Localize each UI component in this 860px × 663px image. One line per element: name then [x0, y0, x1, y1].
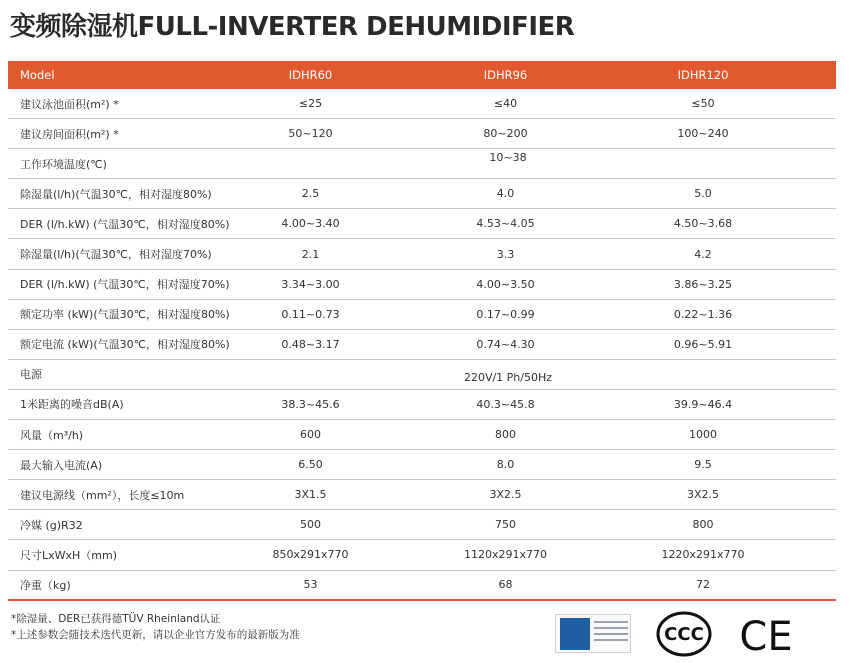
row-label: 冷媒 (g)R32 — [20, 518, 83, 532]
row-value: 39.9~46.4 — [673, 397, 733, 411]
table-row — [8, 239, 836, 269]
row-value: 68 — [498, 578, 513, 592]
table-row — [8, 390, 836, 420]
row-value: 1120x291x770 — [463, 548, 547, 562]
header-idhr120: IDHR120 — [677, 68, 729, 82]
row-value: 80~200 — [483, 127, 528, 141]
row-value: ≤25 — [298, 97, 323, 111]
svg-text:CCC: CCC — [664, 624, 704, 645]
row-value: 9.5 — [694, 458, 712, 472]
table-row — [8, 510, 836, 540]
header-model: Model — [20, 68, 55, 82]
footnote-disclaimer: *上述参数会随技术迭代更新，请以企业官方发布的最新版为准 — [11, 629, 300, 641]
row-value: 38.3~45.6 — [281, 397, 340, 411]
table-row — [8, 540, 836, 570]
table-header-row — [8, 61, 836, 89]
footnote-certification: *除湿量、DER已获得德TÜV Rheinland认证 — [11, 613, 221, 625]
tuv-rheinland-certified-badge-icon — [555, 614, 631, 653]
row-value: 4.2 — [694, 247, 712, 261]
row-value: 850x291x770 — [272, 548, 349, 562]
header-idhr96: IDHR96 — [483, 68, 528, 82]
row-label: 额定功率 (kW)(气温30℃，相对湿度80%) — [20, 308, 230, 322]
table-row — [8, 119, 836, 149]
row-label: 额定电流 (kW)(气温30℃，相对湿度80%) — [20, 338, 230, 352]
row-label: DER (l/h.kW) (气温30℃，相对湿度80%) — [20, 217, 230, 231]
page-title: 变频除湿机FULL-INVERTER DEHUMIDIFIER — [10, 12, 575, 42]
row-value: 5.0 — [694, 187, 712, 201]
row-value: 50~120 — [288, 127, 333, 141]
table-row — [8, 179, 836, 209]
row-label: 建议电源线（mm²），长度≤10m — [20, 488, 185, 502]
row-value: 3X1.5 — [294, 488, 327, 502]
row-label: 除湿量(l/h)(气温30℃，相对湿度80%) — [20, 187, 212, 201]
row-value: 4.00~3.50 — [476, 277, 535, 291]
row-value: 53 — [303, 578, 318, 592]
ccc-mark-icon — [655, 610, 713, 658]
row-value: 100~240 — [677, 127, 729, 141]
row-value: 0.74~4.30 — [476, 337, 535, 351]
table-row — [8, 330, 836, 360]
row-value: 500 — [300, 518, 321, 532]
spec-table — [8, 61, 836, 601]
row-value: 2.5 — [301, 187, 320, 201]
row-label: 风量（m³/h) — [20, 428, 84, 442]
table-row — [8, 360, 836, 390]
row-value: ≤50 — [691, 97, 715, 111]
footnotes — [11, 611, 300, 643]
row-value: 800 — [692, 518, 714, 532]
row-value: 0.48~3.17 — [281, 337, 340, 351]
row-value: 4.00~3.40 — [281, 217, 340, 231]
row-label: 工作环境温度(℃) — [20, 157, 107, 171]
row-value: 6.50 — [298, 458, 323, 472]
table-row — [8, 89, 836, 119]
row-value: 4.50~3.68 — [673, 217, 733, 231]
row-value: 72 — [696, 578, 710, 592]
svg-text:CE: CE — [739, 614, 793, 656]
row-value: 0.96~5.91 — [673, 337, 733, 351]
table-row — [8, 480, 836, 510]
table-row — [8, 450, 836, 480]
row-value: 0.17~0.99 — [476, 307, 535, 321]
row-value: 3X2.5 — [686, 488, 720, 502]
row-value: 8.0 — [496, 458, 515, 472]
table-row — [8, 300, 836, 330]
row-value: 40.3~45.8 — [476, 397, 535, 411]
row-label: 建议泳池面积(m²) * — [20, 97, 119, 111]
header-idhr60: IDHR60 — [288, 68, 333, 82]
row-value: 4.53~4.05 — [476, 217, 535, 231]
row-shared-value: 220V/1 Ph/50Hz — [463, 370, 553, 384]
row-shared-value: 10~38 — [489, 151, 527, 165]
table-row — [8, 270, 836, 300]
row-value: 1000 — [689, 428, 717, 442]
row-value: 3.86~3.25 — [673, 277, 733, 291]
row-value: 800 — [495, 428, 516, 442]
row-value: 0.11~0.73 — [281, 307, 340, 321]
row-value: 3.34~3.00 — [281, 277, 340, 291]
table-row — [8, 149, 836, 179]
row-value: 600 — [300, 428, 321, 442]
table-row — [8, 420, 836, 450]
row-label: 尺寸LxWxH（mm) — [20, 548, 118, 562]
ce-mark-icon — [732, 612, 800, 656]
row-value: 3.3 — [496, 247, 515, 261]
row-label: 最大输入电流(A) — [20, 458, 103, 472]
row-label: 建议房间面积(m²) * — [20, 127, 119, 141]
row-value: 2.1 — [301, 247, 320, 261]
row-label: 净重（kg) — [20, 578, 71, 592]
row-value: 1220x291x770 — [661, 548, 745, 562]
row-label: 除湿量(l/h)(气温30℃，相对湿度70%) — [20, 248, 212, 262]
row-label: 电源 — [20, 368, 42, 382]
row-label: DER (l/h.kW) (气温30℃，相对湿度70%) — [20, 278, 230, 292]
row-value: 0.22~1.36 — [673, 307, 733, 321]
row-label: 1米距离的噪音dB(A) — [20, 398, 124, 412]
row-value: 4.0 — [496, 187, 515, 201]
table-row — [8, 209, 836, 239]
row-value: 3X2.5 — [489, 488, 522, 502]
row-value: 750 — [495, 518, 516, 532]
row-value: ≤40 — [493, 97, 518, 111]
table-row — [8, 571, 836, 601]
